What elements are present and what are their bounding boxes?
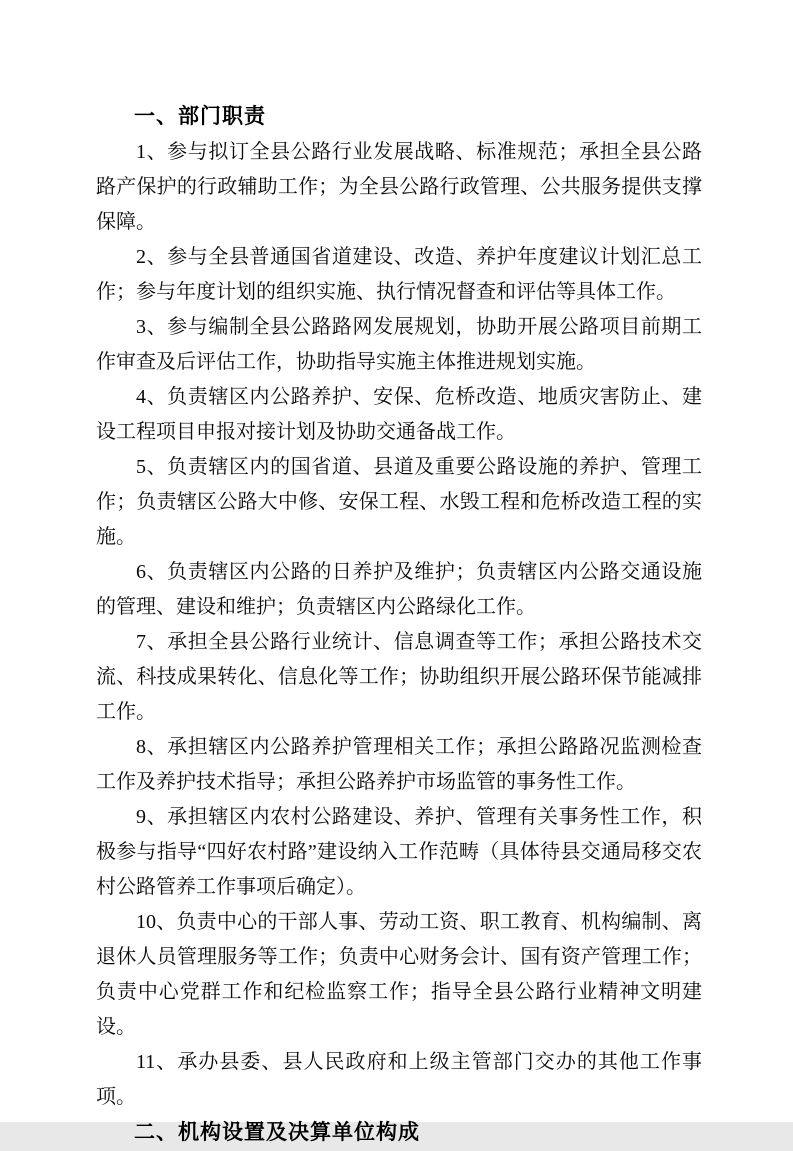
paragraph-3: 3、参与编制全县公路路网发展规划，协助开展公路项目前期工作审查及后评估工作，协助指导实施主体推进规划实施。: [96, 316, 702, 373]
paragraph-1: 1、参与拟订全县公路行业发展战略、标准规范；承担全县公路路产保护的行政辅助工作；为全县公路行政管理、公共服务提供支撑保障。: [96, 141, 702, 233]
paragraph-9: 9、承担辖区内农村公路建设、养护、管理有关事务性工作，积极参与指导“四好农村路”建设纳入工作范畴（具体待县交通局移交农村公路管养工作事项后确定）。: [96, 806, 702, 898]
paragraph-8: 8、承担辖区内公路养护管理相关工作；承担公路路况监测检查工作及养护技术指导；承担公路养护市场监管的事务性工作。: [96, 736, 702, 793]
paragraph-7: 7、承担全县公路行业统计、信息调查等工作；承担公路技术交流、科技成果转化、信息化等工作；协助组织开展公路环保节能减排工作。: [96, 631, 702, 723]
section-heading-organization-structure: 二、机构设置及决算单位构成: [134, 1121, 420, 1144]
paragraph-10: 10、负责中心的干部人事、劳动工资、职工教育、机构编制、离退休人员管理服务等工作；负责中心财务会计、国有资产管理工作；负责中心党群工作和纪检监察工作；指导全县公路行业精神文明建设。: [96, 911, 702, 1038]
document-content: [96, 99, 702, 1151]
paragraph-4: 4、负责辖区内公路养护、安保、危桥改造、地质灾害防止、建设工程项目申报对接计划及协助交通备战工作。: [96, 386, 702, 443]
paragraph-11: 11、承办县委、县人民政府和上级主管部门交办的其他工作事项。: [96, 1051, 702, 1108]
section-heading-department-duties: 一、部门职责: [134, 105, 266, 128]
paragraph-2: 2、参与全县普通国省道建设、改造、养护年度建议计划汇总工作；参与年度计划的组织实施、执行情况督查和评估等具体工作。: [96, 246, 702, 303]
paragraph-5: 5、负责辖区内的国省道、县道及重要公路设施的养护、管理工作；负责辖区公路大中修、安保工程、水毁工程和危桥改造工程的实施。: [96, 456, 702, 548]
paragraph-6: 6、负责辖区内公路的日养护及维护；负责辖区内公路交通设施的管理、建设和维护；负责辖区内公路绿化工作。: [96, 561, 702, 618]
